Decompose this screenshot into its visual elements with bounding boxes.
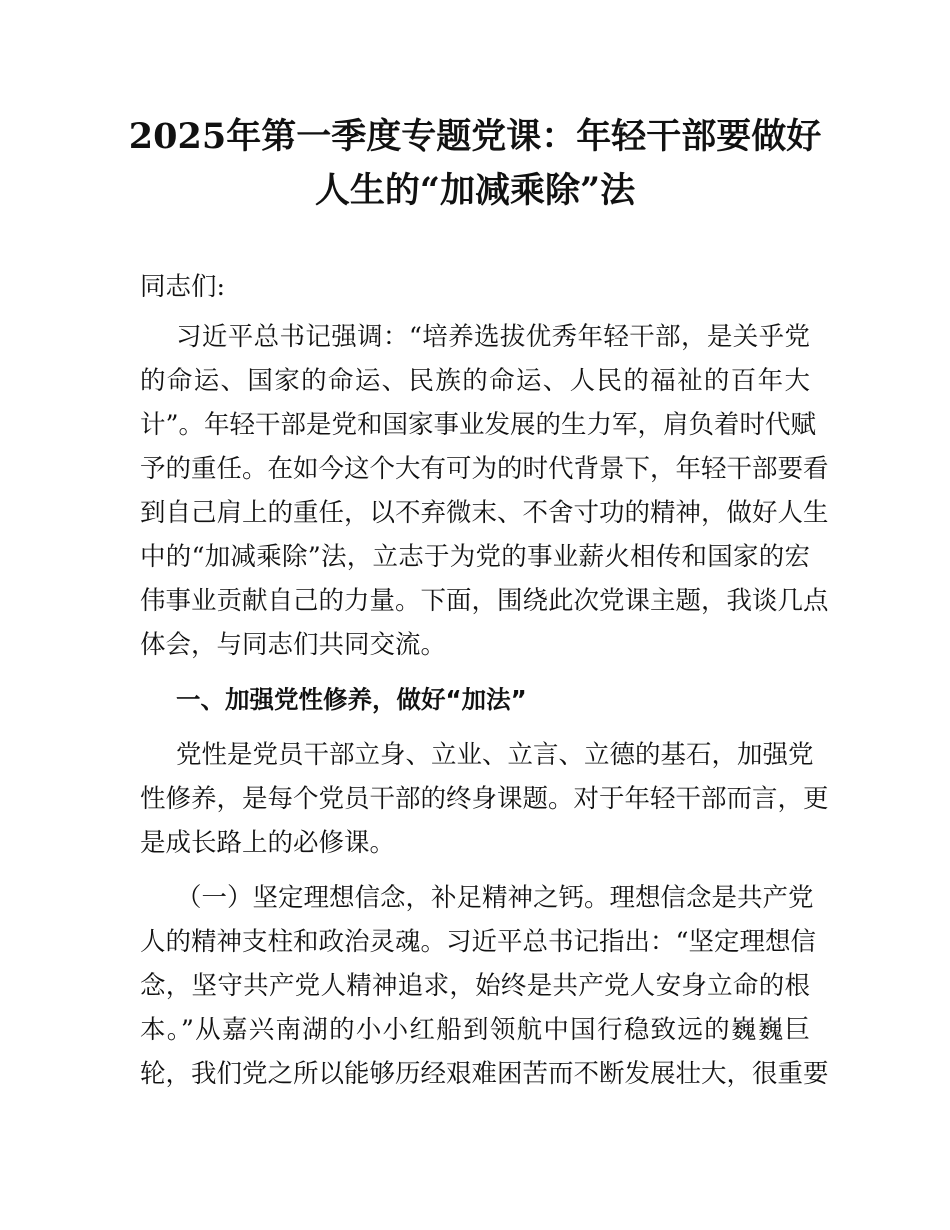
paragraph-line: 到自己肩上的重任，以不弃微末、不舍寸功的精神，做好人生 [140, 498, 829, 528]
paragraph-line: 中的“加减乘除”法，立志于为党的事业薪火相传和国家的宏 [140, 542, 810, 572]
section-heading: 一、加强党性修养，做好“加法” [176, 685, 527, 714]
greeting: 同志们: [140, 272, 226, 302]
document-title [120, 110, 830, 218]
paragraph-line: 予的重任。在如今这个大有可为的时代背景下，年轻干部要看 [140, 454, 829, 484]
paragraph-line: 是成长路上的必修课。 [140, 828, 396, 858]
paragraph-line: 轮，我们党之所以能够历经艰难困苦而不断发展壮大，很重要 [140, 1059, 829, 1089]
paragraph-line: 本。”从嘉兴南湖的小小红船到领航中国行稳致远的巍巍巨 [140, 1015, 810, 1045]
title-line-1: 2025年第一季度专题党课：年轻干部要做好 [128, 116, 822, 157]
paragraph-line: 念，坚守共产党人精神追求，始终是共产党人安身立命的根 [140, 971, 810, 1001]
paragraph-party-spirit [140, 733, 829, 865]
paragraph-line: （一）坚定理想信念，补足精神之钙。理想信念是共产党 [176, 883, 814, 913]
paragraph-line: 计”。年轻干部是党和国家事业发展的生力军，肩负着时代赋 [140, 410, 817, 440]
paragraph-line: 习近平总书记强调：“培养选拔优秀年轻干部，是关乎党 [176, 322, 810, 352]
paragraph-line: 伟事业贡献自己的力量。下面，围绕此次党课主题，我谈几点 [140, 586, 829, 616]
document-body [140, 265, 829, 1096]
paragraph-line: 的命运、国家的命运、民族的命运、人民的福祉的百年大 [140, 366, 810, 396]
paragraph-ideals [140, 876, 829, 1096]
paragraph-line: 性修养，是每个党员干部的终身课题。对于年轻干部而言，更 [140, 784, 829, 814]
paragraph-line: 体会，与同志们共同交流。 [140, 630, 447, 660]
paragraph-line: 人的精神支柱和政治灵魂。习近平总书记指出：“坚定理想信 [140, 927, 817, 957]
title-line-2: 人生的“加减乘除”法 [314, 170, 636, 211]
paragraph-intro [140, 315, 829, 667]
paragraph-line: 党性是党员干部立身、立业、立言、立德的基石，加强党 [176, 740, 814, 770]
